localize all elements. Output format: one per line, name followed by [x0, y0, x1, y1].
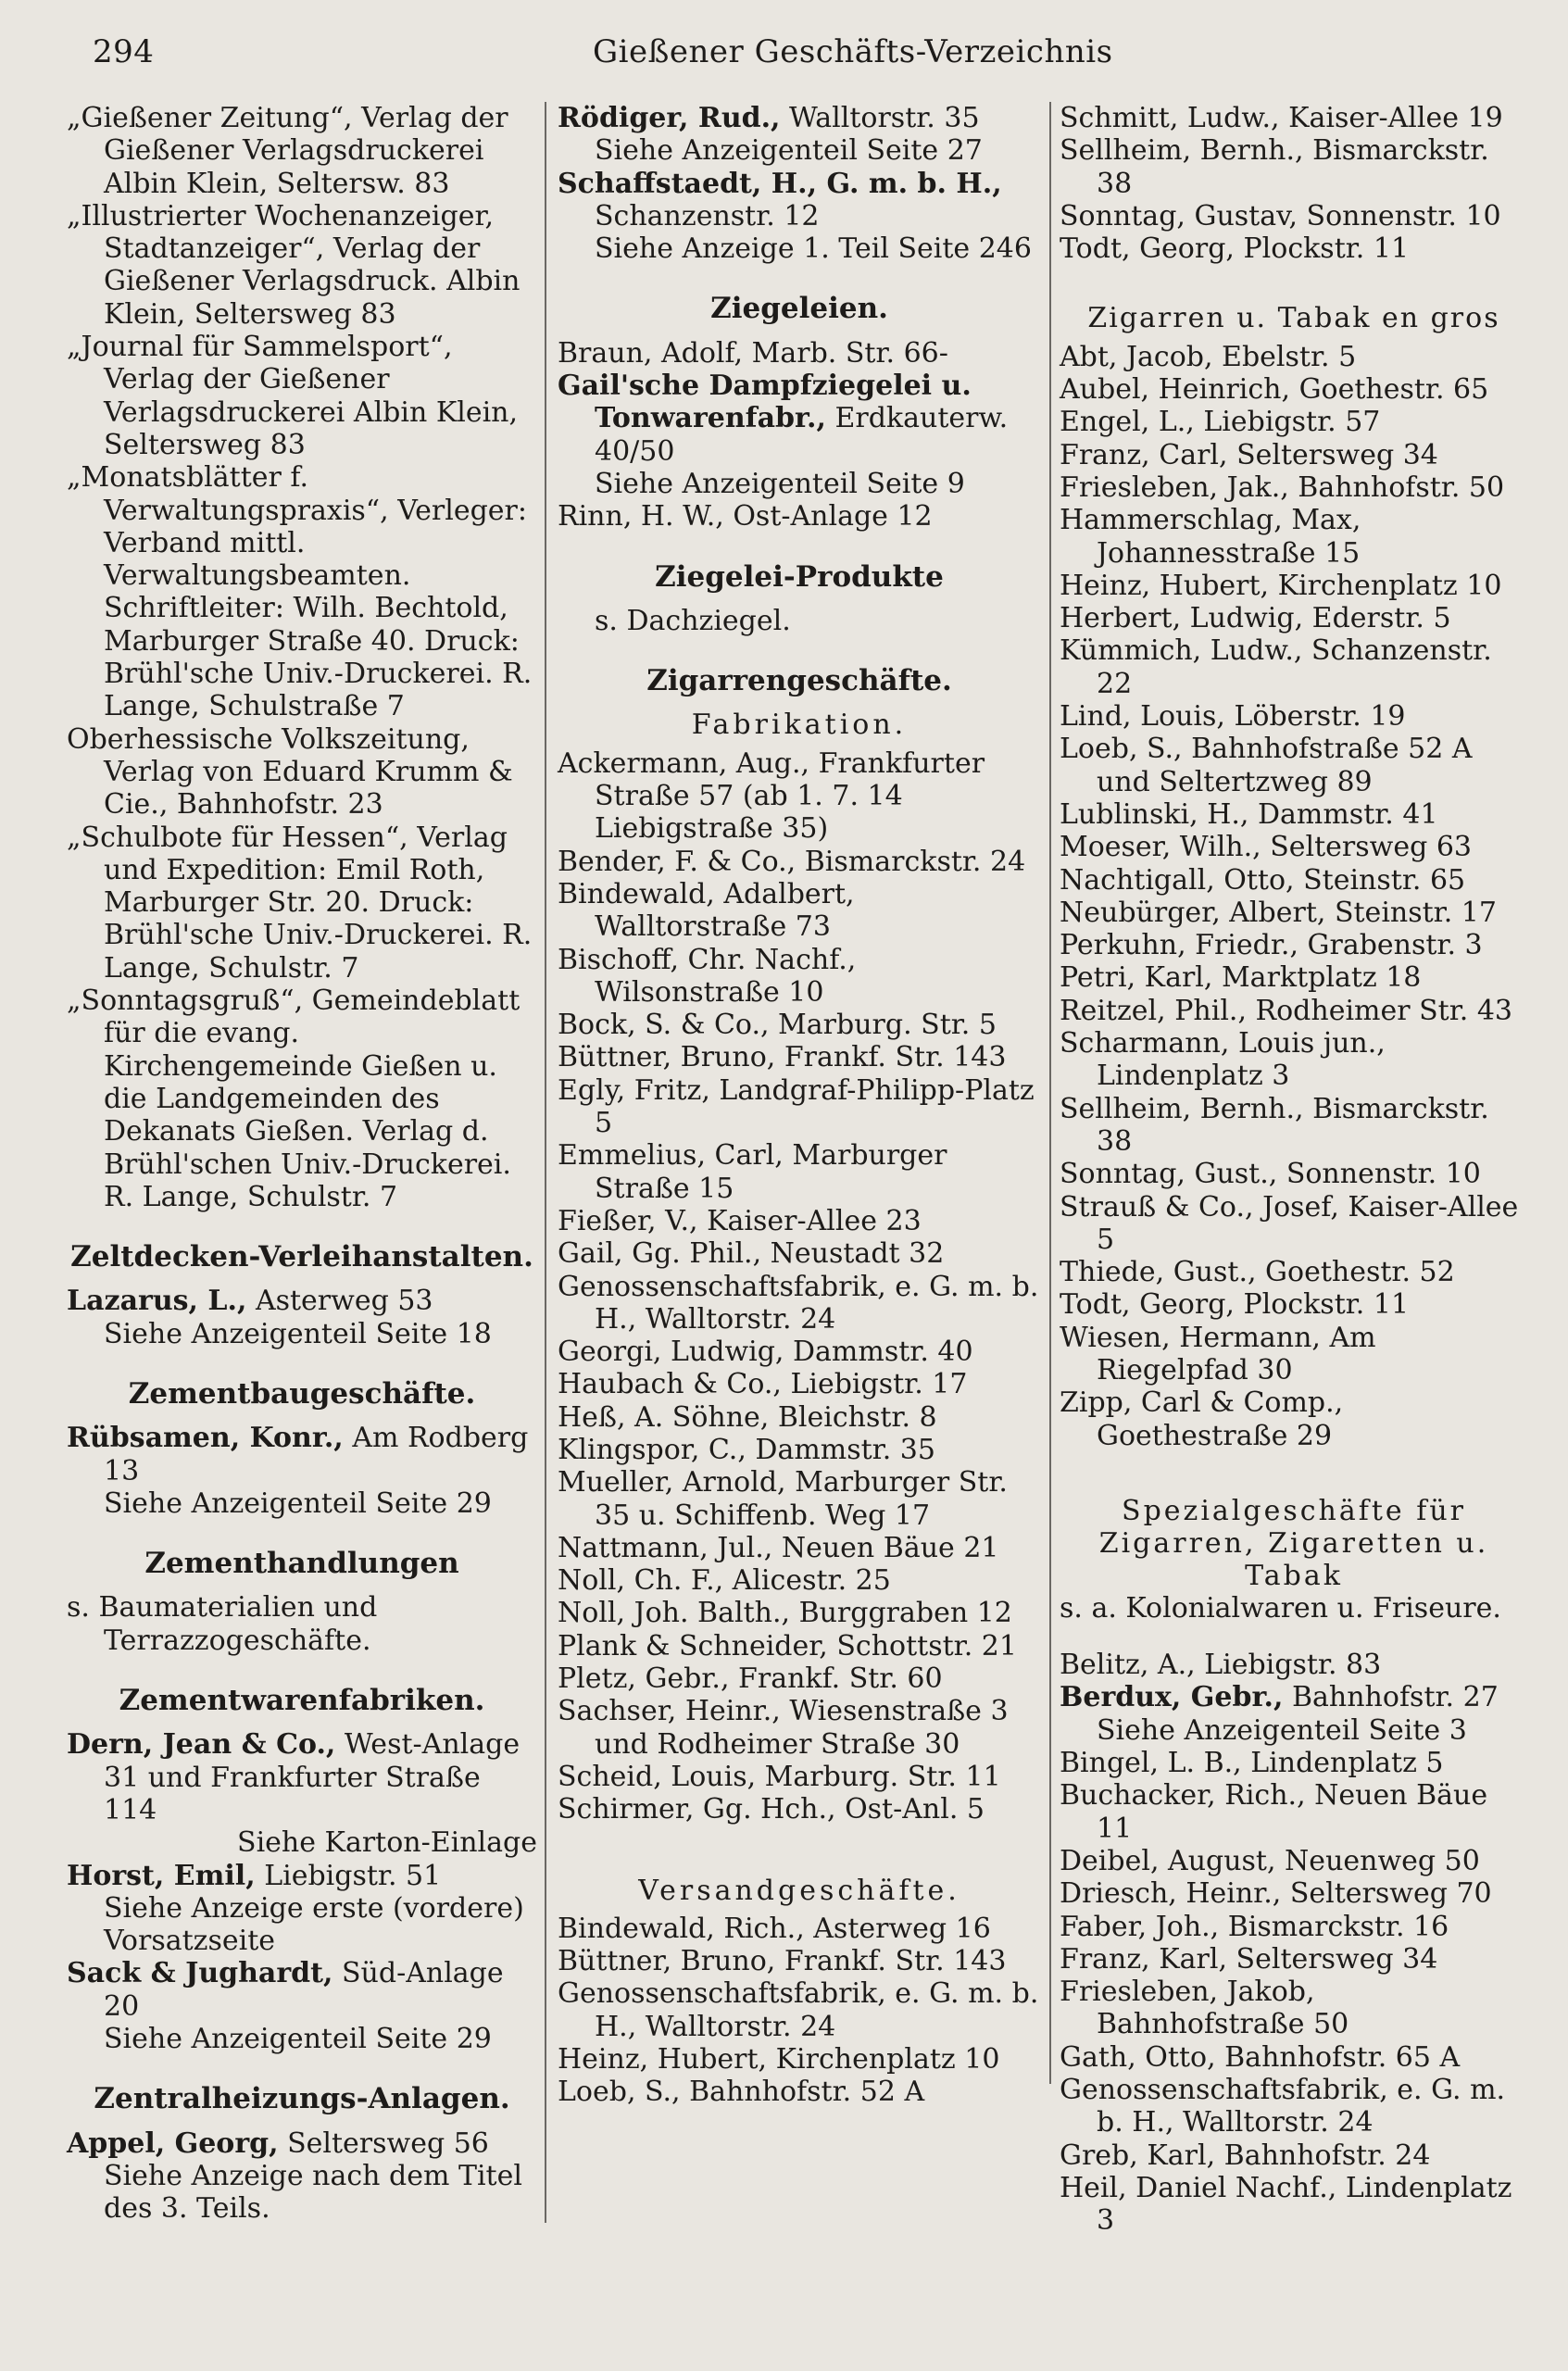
entry-address: Walltorstr. 35 — [789, 102, 980, 134]
list-item: „Illustrierter Wochenanzeiger, Stadtanzeiger“, Verlag der Gießener Verlagsdruck. Albin Klein, Seltersweg 83 — [67, 199, 521, 331]
entry-address: Süd-Anlage 20 — [104, 1957, 504, 2023]
list-item: Pletz, Gebr., Frankf. Str. 60 — [558, 1662, 943, 1696]
list-item: Nattmann, Jul., Neuen Bäue 21 — [558, 1531, 999, 1564]
list-item: Bindewald, Adalbert, Walltorstraße 73 — [558, 877, 855, 944]
entry-name: Sack & Jughardt, — [67, 1957, 333, 1990]
list-item: Noll, Ch. F., Alicestr. 25 — [558, 1564, 891, 1598]
list-item: Heß, A. Söhne, Bleichstr. 8 — [558, 1400, 937, 1434]
list-item: Engel, L., Liebigstr. 57 — [1060, 406, 1381, 439]
section-heading: Ziegelei-Produkte — [655, 559, 944, 594]
list-item: Thiede, Gust., Goethestr. 52 — [1060, 1256, 1455, 1289]
list-item: Faber, Joh., Bismarckstr. 16 — [1060, 1910, 1449, 1943]
ad-reference: Siehe Anzeigenteil Seite 3 — [1097, 1713, 1467, 1747]
section-heading: Zementbaugeschäfte. — [128, 1376, 476, 1411]
entry-address: Schanzenstr. 12 — [595, 199, 820, 232]
ad-reference: Siehe Anzeigenteil Seite 18 — [104, 1317, 492, 1350]
list-item: Egly, Fritz, Landgraf-Philipp-Platz 5 — [558, 1073, 1035, 1140]
list-item: Klingspor, C., Dammstr. 35 — [558, 1433, 935, 1466]
list-item: Bingel, L. B., Lindenplatz 5 — [1060, 1747, 1444, 1780]
list-item: Genossenschaftsfabrik, e. G. m. b. H., Walltorstr. 24 — [1060, 2074, 1506, 2139]
list-item: Heil, Daniel Nachf., Lindenplatz 3 — [1060, 2171, 1512, 2238]
list-item: Sachser, Heinr., Wiesenstraße 3 und Rodheimer Straße 30 — [558, 1695, 1009, 1761]
entry-name: Schaffstaedt, H., G. m. b. H., — [558, 167, 1002, 200]
list-item: Hammerschlag, Max, Johannesstraße 15 — [1060, 504, 1361, 570]
list-item: Belitz, A., Liebigstr. 83 — [1060, 1649, 1382, 1682]
entry-address: Erdkauterw. 40/50 — [595, 402, 1009, 468]
entry-name: Appel, Georg, — [67, 2126, 279, 2160]
section-heading: Zementwarenfabriken. — [119, 1684, 485, 1718]
page-title: Gießener Geschäfts-Verzeichnis — [593, 33, 1113, 70]
list-item — [558, 370, 1041, 468]
ad-reference: Siehe Anzeigenteil Seite 29 — [104, 2023, 492, 2056]
list-item: Heinz, Hubert, Kirchenplatz 10 — [558, 2043, 1000, 2076]
list-item: Neubürger, Albert, Steinstr. 17 — [1060, 896, 1497, 929]
list-item: Loeb, S., Bahnhofstraße 52 A und Seltertzweg 89 — [1060, 733, 1473, 798]
ad-reference: Siehe Karton-Einlage — [237, 1826, 537, 1860]
ad-reference: Siehe Anzeige erste (vordere) Vorsatzseite — [104, 1891, 524, 1958]
list-item: Rinn, H. W., Ost-Anlage 12 — [558, 500, 933, 533]
list-item: Georgi, Ludwig, Dammstr. 40 — [558, 1336, 973, 1369]
list-item: Sellheim, Bernh., Bismarckstr. 38 — [1060, 1092, 1489, 1158]
column-1 — [67, 102, 537, 2226]
list-item — [67, 1957, 537, 2023]
list-item: Franz, Carl, Seltersweg 34 — [1060, 438, 1438, 471]
list-item: Nachtigall, Otto, Steinstr. 65 — [1060, 863, 1466, 897]
list-item — [67, 1422, 537, 1487]
list-item: Scheid, Louis, Marburg. Str. 11 — [558, 1760, 1001, 1793]
entry-name: Berdux, Gebr., — [1060, 1681, 1284, 1714]
column-divider — [545, 102, 546, 2223]
list-item: „Gießener Zeitung“, Verlag der Gießener Verlagsdruckerei Albin Klein, Seltersw. 83 — [67, 102, 508, 200]
ad-reference: Siehe Anzeigenteil Seite 27 — [595, 134, 983, 168]
list-item: Deibel, August, Neuenweg 50 — [1060, 1844, 1480, 1877]
list-item: Sonntag, Gust., Sonnenstr. 10 — [1060, 1158, 1481, 1191]
entry-address: West-Anlage 31 und Frankfurter Straße 114 — [104, 1728, 521, 1826]
cross-reference: s. Dachziegel. — [595, 604, 791, 637]
list-item: Bock, S. & Co., Marburg. Str. 5 — [558, 1009, 997, 1042]
list-item: Strauß & Co., Josef, Kaiser-Allee 5 — [1060, 1190, 1519, 1256]
list-item: Greb, Karl, Bahnhofstr. 24 — [1060, 2139, 1431, 2172]
list-item — [67, 1285, 537, 1317]
column-divider — [1049, 102, 1051, 2084]
list-item: Wiesen, Hermann, Am Riegelpfad 30 — [1060, 1321, 1376, 1386]
list-item: „Journal für Sammelsport“, Verlag der Gießener Verlagsdruckerei Albin Klein, Seltersweg 83 — [67, 331, 519, 461]
list-item: „Sonntagsgruß“, Gemeindeblatt für die evang. Kirchengemeinde Gießen u. die Landgemeinden des Dekanats Gießen. Verlag d. Brühl'schen Univ.-Druckerei. R. Lange, Schulstr. 7 — [67, 985, 521, 1213]
list-item — [558, 168, 1041, 233]
list-item: Büttner, Bruno, Frankf. Str. 143 — [558, 1041, 1007, 1074]
entry-name: Horst, Emil, — [67, 1859, 256, 1892]
list-item — [67, 1728, 537, 1826]
list-item: Zipp, Carl & Comp., Goethestraße 29 — [1060, 1386, 1344, 1452]
entry-address: Seltersweg 56 — [287, 2126, 489, 2160]
column-3 — [1060, 102, 1528, 2238]
list-item: Perkuhn, Friedr., Grabenstr. 3 — [1060, 929, 1483, 962]
entry-address: Bahnhofstr. 27 — [1291, 1681, 1499, 1714]
section-heading: Zentralheizungs-Anlagen. — [94, 2082, 510, 2116]
list-item: Genossenschaftsfabrik, e. G. m. b. H., Walltorstr. 24 — [558, 1977, 1039, 2043]
entry-name: Lazarus, L., — [67, 1285, 247, 1318]
ad-reference: Siehe Anzeige nach dem Titel des 3. Teils. — [104, 2159, 522, 2226]
list-item: Petri, Karl, Marktplatz 18 — [1060, 961, 1422, 995]
list-item: Bischoff, Chr. Nachf., Wilsonstraße 10 — [558, 943, 857, 1009]
page-number: 294 — [93, 33, 155, 70]
list-item: Bindewald, Rich., Asterweg 16 — [558, 1912, 991, 1945]
list-item: Driesch, Heinr., Seltersweg 70 — [1060, 1877, 1492, 1911]
list-item — [67, 1860, 537, 1892]
list-item: Kümmich, Ludw., Schanzenstr. 22 — [1060, 634, 1492, 700]
column-2 — [558, 102, 1041, 2109]
subsection-heading: Spezialgeschäfte für Zigarren, Zigaretten u. Tabak — [1098, 1494, 1489, 1592]
list-item: Emmelius, Carl, Marburger Straße 15 — [558, 1139, 947, 1205]
list-item: Franz, Karl, Seltersweg 34 — [1060, 1942, 1438, 1976]
list-item — [1060, 1681, 1528, 1713]
list-item: Noll, Joh. Balth., Burggraben 12 — [558, 1597, 1012, 1630]
entry-address: Am Rodberg 13 — [104, 1422, 529, 1487]
list-item: Sellheim, Bernh., Bismarckstr. 38 — [1060, 134, 1489, 200]
subsection-heading: Versandgeschäfte. — [638, 1874, 960, 1907]
list-item: Friesleben, Jakob, Bahnhofstraße 50 — [1060, 1976, 1349, 2041]
subsection-heading: Fabrikation. — [691, 709, 908, 742]
section-heading: Zementhandlungen — [144, 1547, 459, 1581]
list-item: Herbert, Ludwig, Ederstr. 5 — [1060, 602, 1451, 635]
list-item: Ackermann, Aug., Frankfurter Straße 57 (ab 1. 7. 14 Liebigstraße 35) — [558, 746, 985, 846]
list-item: Plank & Schneider, Schottstr. 21 — [558, 1629, 1017, 1662]
list-item: Gail, Gg. Phil., Neustadt 32 — [558, 1237, 945, 1271]
page-header — [93, 33, 1512, 80]
ad-reference: Siehe Anzeigenteil Seite 29 — [104, 1487, 492, 1520]
list-item: Genossenschaftsfabrik, e. G. m. b. H., Walltorstr. 24 — [558, 1270, 1039, 1336]
list-item: Sonntag, Gustav, Sonnenstr. 10 — [1060, 199, 1501, 232]
list-item: Fießer, V., Kaiser-Allee 23 — [558, 1204, 922, 1237]
list-item: Oberhessische Volkszeitung, Verlag von Eduard Krumm & Cie., Bahnhofstr. 23 — [67, 722, 513, 822]
list-item: Bender, F. & Co., Bismarckstr. 24 — [558, 845, 1026, 878]
list-item: Haubach & Co., Liebigstr. 17 — [558, 1368, 968, 1401]
entry-name: Gail'sche Dampfziegelei u. Tonwarenfabr., — [558, 370, 972, 435]
list-item: Lind, Louis, Löberstr. 19 — [1060, 700, 1406, 734]
section-heading: Ziegeleien. — [710, 292, 888, 326]
list-item — [67, 2127, 537, 2160]
list-item: Aubel, Heinrich, Goethestr. 65 — [1060, 373, 1489, 407]
list-item: Scharmann, Louis jun., Lindenplatz 3 — [1060, 1027, 1386, 1093]
entry-name: Rübsamen, Konr., — [67, 1422, 344, 1455]
list-item: Loeb, S., Bahnhofstr. 52 A — [558, 2076, 925, 2109]
entry-address: Liebigstr. 51 — [264, 1859, 442, 1892]
list-item: Reitzel, Phil., Rodheimer Str. 43 — [1060, 994, 1513, 1027]
list-item: „Monatsblätter f. Verwaltungspraxis“, Verleger: Verband mittl. Verwaltungsbeamten. Schriftleiter: Wilh. Bechtold, Marburger Straße 40. Druck: Brühl'sche Univ.-Druckerei. R. Lange, Schulstraße 7 — [67, 461, 533, 723]
ad-reference: Siehe Anzeige 1. Teil Seite 246 — [595, 232, 1032, 266]
list-item: Buchacker, Rich., Neuen Bäue 11 — [1060, 1779, 1488, 1845]
subsection-heading: Zigarren u. Tabak en gros — [1087, 302, 1500, 335]
list-item: Gath, Otto, Bahnhofstr. 65 A — [1060, 2040, 1461, 2074]
list-item: Schirmer, Gg. Hch., Ost-Anl. 5 — [558, 1793, 985, 1826]
entry-name: Rödiger, Rud., — [558, 102, 781, 134]
list-item: Heinz, Hubert, Kirchenplatz 10 — [1060, 569, 1502, 602]
ad-reference: Siehe Anzeigenteil Seite 9 — [595, 467, 965, 500]
entry-name: Dern, Jean & Co., — [67, 1728, 336, 1762]
list-item — [558, 102, 1041, 134]
list-item: „Schulbote für Hessen“, Verlag und Expedition: Emil Roth, Marburger Str. 20. Druck: Brühl'sche Univ.-Druckerei. R. Lange, Schulstr. 7 — [67, 821, 533, 985]
list-item: Friesleben, Jak., Bahnhofstr. 50 — [1060, 470, 1505, 504]
section-heading: Zeltdecken-Verleihanstalten. — [70, 1240, 533, 1274]
list-item: Todt, Georg, Plockstr. 11 — [1060, 1288, 1410, 1322]
list-item: Abt, Jacob, Ebelstr. 5 — [1060, 340, 1357, 373]
list-item: Lublinski, H., Dammstr. 41 — [1060, 797, 1438, 831]
list-item: Todt, Georg, Plockstr. 11 — [1060, 232, 1410, 266]
cross-reference: s. a. Kolonialwaren u. Friseure. — [1060, 1591, 1501, 1625]
cross-reference: s. Baumaterialien und Terrazzogeschäfte. — [67, 1591, 378, 1657]
list-item: Mueller, Arnold, Marburger Str. 35 u. Schiffenb. Weg 17 — [558, 1466, 1008, 1532]
list-item: Büttner, Bruno, Frankf. Str. 143 — [558, 1945, 1007, 1978]
list-item: Schmitt, Ludw., Kaiser-Allee 19 — [1060, 102, 1503, 134]
entry-address: Asterweg 53 — [255, 1285, 433, 1318]
list-item: Braun, Adolf, Marb. Str. 66- — [558, 336, 948, 370]
list-item: Moeser, Wilh., Seltersweg 63 — [1060, 831, 1473, 864]
section-heading: Zigarrengeschäfte. — [646, 664, 952, 698]
